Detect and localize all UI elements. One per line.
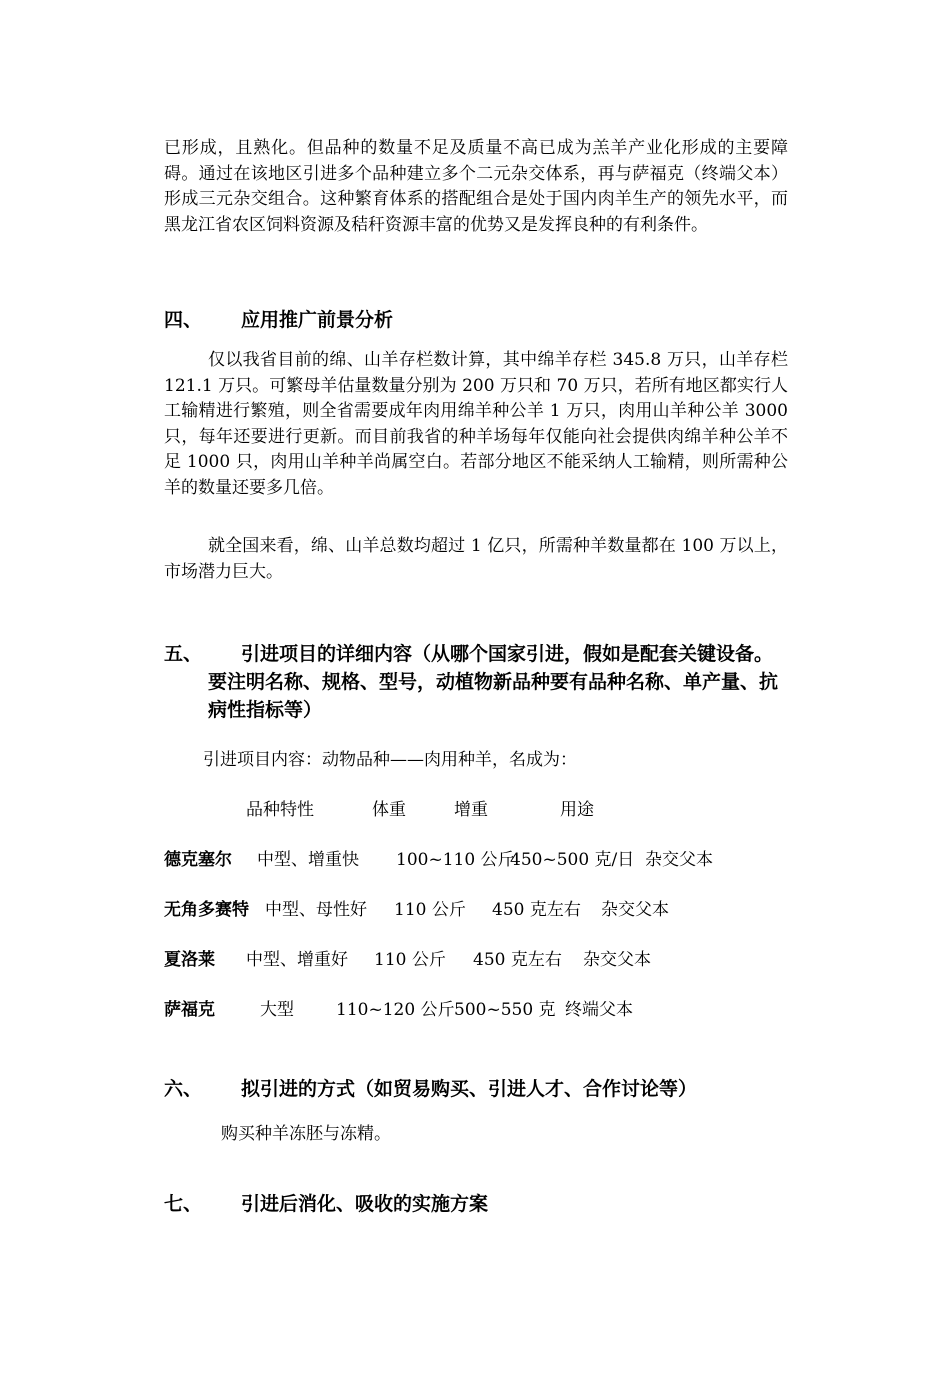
breed-use: 终端父本 [565,1000,633,1020]
breed-gain: 450~500 克/日 [510,850,635,870]
breed-name: 萨福克 [164,1000,215,1020]
breed-weight: 100~110 公斤 [396,850,515,870]
table-header-trait: 品种特性 [246,800,314,820]
section7-number: 七、 [164,1193,203,1215]
section4-title: 应用推广前景分析 [241,309,394,331]
section4-paragraph-2: 就全国来看，绵、山羊总数均超过 1 亿只，所需种羊数量都在 100 万以上，市场潜力巨大。 [164,536,788,582]
breed-name: 德克塞尔 [164,850,232,870]
breed-trait: 中型、增重好 [246,950,348,970]
breed-use: 杂交父本 [645,850,713,870]
breed-use: 杂交父本 [601,900,669,920]
section6-body: 购买种羊冻胚与冻精。 [221,1124,391,1144]
breed-trait: 中型、母性好 [265,900,367,920]
breed-name: 无角多赛特 [164,900,249,920]
section4-heading [164,306,788,334]
section6-title: 拟引进的方式（如贸易购买、引进人才、合作讨论等） [241,1078,698,1100]
section7-title: 引进后消化、吸收的实施方案 [241,1193,489,1215]
breed-name: 夏洛莱 [164,950,215,970]
section5-heading [164,640,788,724]
table-header-use: 用途 [560,800,594,820]
section4-number: 四、 [164,309,203,331]
table-header-gain: 增重 [454,800,488,820]
breed-trait: 大型 [260,1000,294,1020]
breed-gain: 450 克左右 [492,900,581,920]
intro-paragraph: 已形成，且熟化。但品种的数量不足及质量不高已成为羔羊产业化形成的主要障碍。通过在该地区引进多个品种建立多个二元杂交体系，再与萨福克（终端父本）形成三元杂交组合。这种繁育体系的搭配组合是处于国内肉羊生产的领先水平，而黑龙江省农区饲料资源及秸秆资源丰富的优势又是发挥良种的有利条件。 [164,138,788,235]
breed-use: 杂交父本 [583,950,651,970]
breed-trait: 中型、增重快 [257,850,359,870]
section4-paragraph-1: 仅以我省目前的绵、山羊存栏数计算，其中绵羊存栏 345.8 万只，山羊存栏 121.1 万只。可繁母羊估量数量分别为 200 万只和 70 万只，若所有地区都实行人工输精进行繁殖，则全省需要成年肉用绵羊种公羊 1 万只，肉用山羊种公羊 3000 只，每年还要进行更新。而目前我省的种羊场每年仅能向社会提供肉绵羊种公羊不足 1000 只，肉用山羊种羊尚属空白。若部分地区不能采纳人工输精，则所需种公羊的数量还要多几倍。 [164,350,788,498]
section5-intro: 引进项目内容：动物品种——肉用种羊，名成为： [203,750,577,770]
table-header-weight: 体重 [372,800,406,820]
section6-number: 六、 [164,1078,203,1100]
section7-heading [164,1190,788,1218]
breed-gain: 500~550 克 [454,1000,556,1020]
breed-gain: 450 克左右 [473,950,562,970]
section5-title: 引进项目的详细内容（从哪个国家引进，假如是配套关键设备。要注明名称、规格、型号，动植物新品种要有品种名称、单产量、抗病性指标等） [208,643,779,721]
breed-weight: 110 公斤 [374,950,446,970]
section6-heading [164,1075,788,1103]
breed-weight: 110~120 公斤 [336,1000,455,1020]
breed-weight: 110 公斤 [394,900,466,920]
section5-number: 五、 [164,643,203,665]
